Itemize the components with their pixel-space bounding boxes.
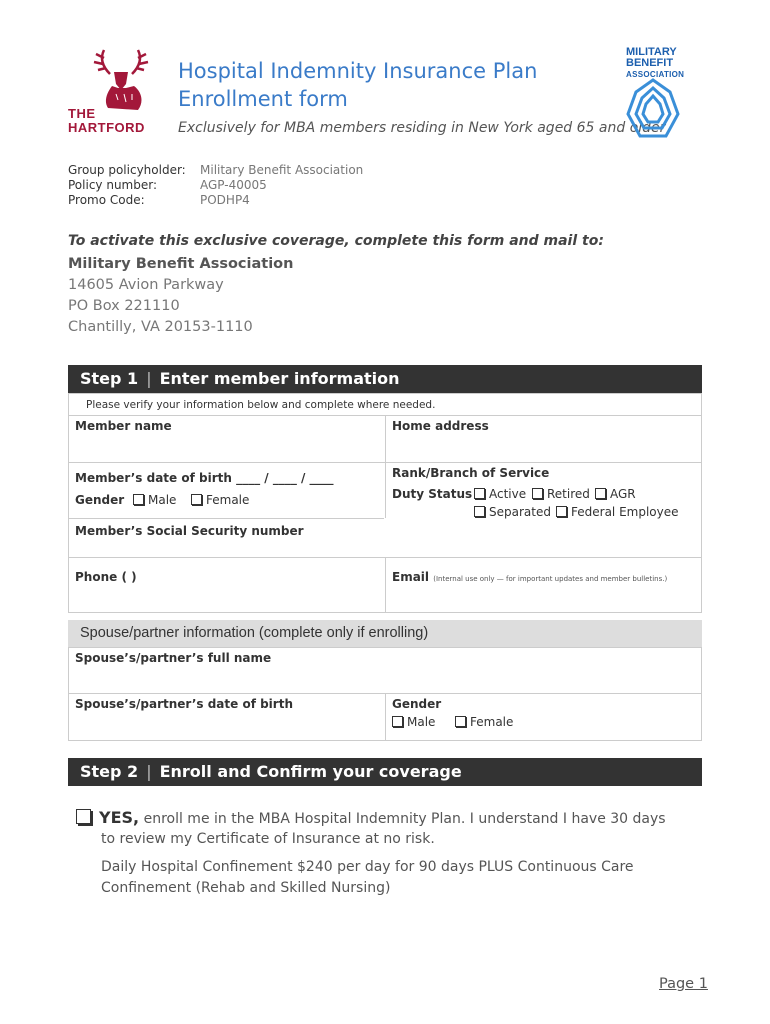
mba-wordmark-line2: BENEFIT	[626, 57, 674, 69]
phone-field[interactable]: Phone ( )	[75, 570, 137, 584]
eligibility-tagline: Exclusively for MBA members residing in New York aged 65 and older	[178, 120, 666, 136]
step1-header: Step 1 | Enter member information	[68, 365, 702, 393]
duty-retired-option[interactable]: Retired	[532, 487, 590, 501]
member-dob-field[interactable]: Member’s date of birth ____ / ____ / ____	[75, 471, 334, 485]
mail-instruction: To activate this exclusive coverage, complete this form and mail to:	[68, 233, 604, 249]
duty-active-option[interactable]: Active	[474, 487, 526, 501]
policy-number-value: AGP-40005	[200, 178, 267, 192]
checkbox-icon[interactable]	[76, 809, 91, 824]
promo-code-label: Promo Code:	[68, 193, 145, 207]
spouse-name-field[interactable]: Spouse’s/partner’s full name	[75, 651, 272, 665]
form-subtitle: Enrollment form	[178, 87, 348, 111]
mail-recipient: Military Benefit Association	[68, 256, 294, 272]
duty-agr-option[interactable]: AGR	[595, 487, 636, 501]
member-info-form	[68, 393, 702, 613]
policy-number-label: Policy number:	[68, 178, 157, 192]
spouse-dob-field[interactable]: Spouse’s/partner’s date of birth	[75, 697, 293, 711]
coverage-description	[101, 857, 661, 899]
mail-address-line2: PO Box 221110	[68, 298, 180, 314]
mba-wordmark-line1: MILITARY	[626, 46, 677, 58]
form-title: Hospital Indemnity Insurance Plan	[178, 59, 538, 83]
checkbox-icon[interactable]	[532, 488, 543, 499]
step2-title: Enroll and Confirm your coverage	[159, 762, 462, 781]
checkbox-icon[interactable]	[191, 494, 202, 505]
mba-star-logo	[620, 76, 686, 146]
rank-branch-field[interactable]: Rank/Branch of Service	[392, 466, 550, 480]
step2-number: Step 2	[80, 762, 139, 781]
email-note: (Internal use only — for important updates and member bulletins.)	[433, 575, 668, 583]
group-policyholder-value: Military Benefit Association	[200, 163, 364, 177]
step2-header: Step 2 | Enroll and Confirm your coverage	[68, 758, 702, 786]
gender-female-option[interactable]: Female	[191, 493, 249, 507]
spouse-gender-label: Gender	[392, 697, 442, 711]
promo-code-value: PODHP4	[200, 193, 250, 207]
mail-address-line1: 14605 Avion Parkway	[68, 277, 224, 293]
checkbox-icon[interactable]	[474, 488, 485, 499]
duty-status-label: Duty Status	[392, 487, 473, 501]
coverage-line1: Daily Hospital Confinement $240 per day for 90 days PLUS Continuous Care	[101, 859, 634, 875]
step1-title: Enter member information	[159, 369, 400, 388]
step1-number: Step 1	[80, 369, 139, 388]
coverage-line2: Confinement (Rehab and Skilled Nursing)	[101, 880, 391, 896]
mba-wordmark-line3: ASSOCIATION	[626, 70, 685, 79]
checkbox-icon[interactable]	[474, 506, 485, 517]
spouse-info-form	[68, 647, 702, 741]
checkbox-icon[interactable]	[595, 488, 606, 499]
gender-male-option[interactable]: Male	[133, 493, 176, 507]
member-name-field[interactable]: Member name	[75, 419, 172, 433]
mail-address-line3: Chantilly, VA 20153-1110	[68, 319, 253, 335]
verify-note: Please verify your information below and complete where needed.	[86, 399, 436, 411]
checkbox-icon[interactable]	[133, 494, 144, 505]
yes-label: YES,	[99, 808, 140, 827]
spouse-male-option[interactable]: Male	[392, 715, 435, 729]
home-address-field[interactable]: Home address	[392, 419, 489, 433]
email-field[interactable]: Email (Internal use only — for important updates and member bulletins.)	[392, 570, 668, 584]
page-number: Page 1	[659, 976, 708, 992]
gender-label: Gender	[75, 493, 125, 507]
checkbox-icon[interactable]	[392, 716, 403, 727]
duty-separated-option[interactable]: Separated	[474, 505, 551, 519]
hartford-wordmark: THE HARTFORD	[68, 106, 145, 135]
checkbox-icon[interactable]	[556, 506, 567, 517]
spouse-section-header: Spouse/partner information (complete only if enrolling)	[68, 620, 702, 647]
duty-federal-option[interactable]: Federal Employee	[556, 505, 679, 519]
yes-text-continued: to review my Certificate of Insurance at no risk.	[101, 831, 435, 847]
checkbox-icon[interactable]	[455, 716, 466, 727]
spouse-female-option[interactable]: Female	[455, 715, 513, 729]
group-policyholder-label: Group policyholder:	[68, 163, 186, 177]
yes-text: enroll me in the MBA Hospital Indemnity Plan. I understand I have 30 days	[143, 811, 666, 827]
ssn-field[interactable]: Member’s Social Security number	[75, 524, 304, 538]
enroll-yes-option[interactable]	[76, 808, 666, 827]
